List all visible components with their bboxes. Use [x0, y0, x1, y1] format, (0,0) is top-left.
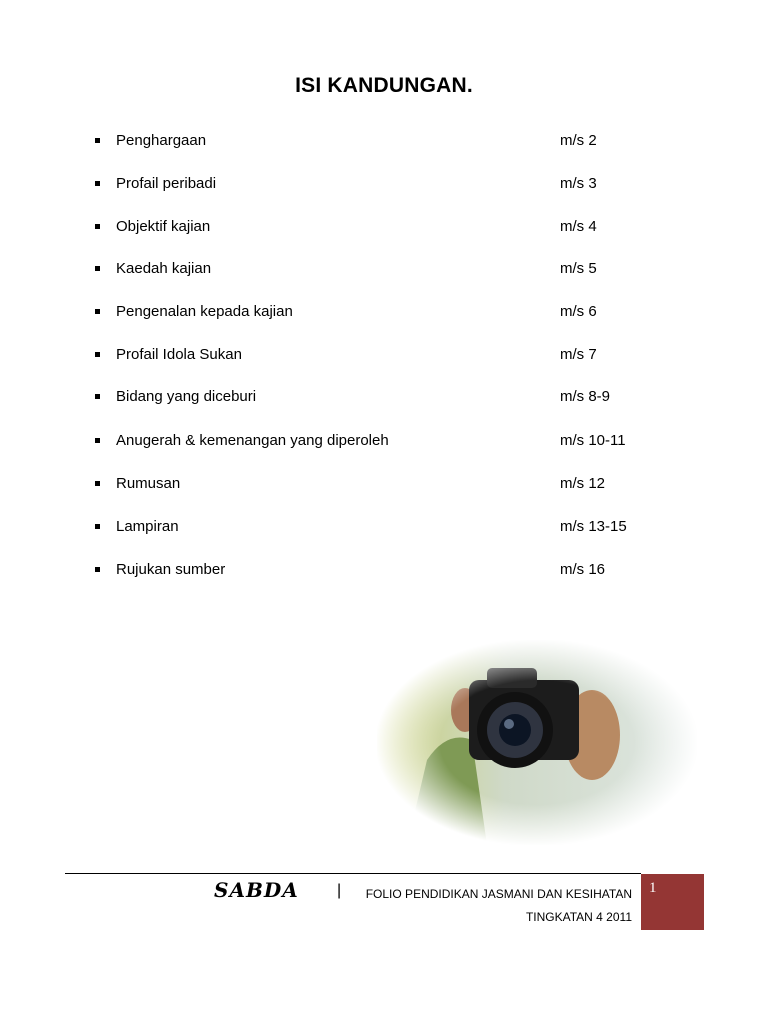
toc-page: m/s 4 — [560, 218, 597, 235]
bullet-icon — [95, 524, 100, 529]
toc-page: m/s 7 — [560, 346, 597, 363]
bullet-icon — [95, 266, 100, 271]
bullet-icon — [95, 352, 100, 357]
toc-row — [0, 258, 768, 282]
toc-label: Kaedah kajian — [116, 260, 212, 277]
toc-label: Pengenalan kepada kajian — [116, 303, 293, 320]
toc-row — [0, 559, 768, 583]
bullet-icon — [95, 438, 100, 443]
toc-row — [0, 301, 768, 325]
toc-page: m/s 12 — [560, 475, 606, 492]
toc-page: m/s 6 — [560, 303, 597, 320]
bullet-icon — [95, 138, 100, 143]
footer-separator: | — [337, 882, 342, 899]
bullet-icon — [95, 567, 100, 572]
toc-label: Anugerah & kemenangan yang diperoleh — [116, 432, 389, 449]
camera-photo — [377, 640, 697, 845]
toc-page: m/s 5 — [560, 260, 597, 277]
toc-row — [0, 173, 768, 197]
page-number-box — [641, 874, 704, 930]
toc-label: Bidang yang diceburi — [116, 388, 257, 405]
bullet-icon — [95, 481, 100, 486]
toc-page: m/s 8-9 — [560, 388, 611, 405]
bullet-icon — [95, 181, 100, 186]
bullet-icon — [95, 309, 100, 314]
toc-label: Rumusan — [116, 475, 181, 492]
toc-row — [0, 216, 768, 240]
toc-label: Lampiran — [116, 518, 179, 535]
toc-label: Profail Idola Sukan — [116, 346, 242, 363]
footer-grade: TINGKATAN 4 2011 — [525, 910, 632, 924]
bullet-icon — [95, 224, 100, 229]
toc-page: m/s 16 — [560, 561, 606, 578]
toc-row — [0, 430, 768, 454]
toc-label: Profail peribadi — [116, 175, 217, 192]
camera-photo-icon — [377, 640, 697, 845]
footer-divider — [65, 873, 641, 874]
toc-row — [0, 473, 768, 497]
toc-page: m/s 3 — [560, 175, 597, 192]
toc-page: m/s 13-15 — [560, 518, 627, 535]
footer-subject: FOLIO PENDIDIKAN JASMANI DAN KESIHATAN — [365, 887, 632, 901]
toc-page: m/s 10-11 — [560, 432, 626, 449]
toc-label: Rujukan sumber — [116, 561, 226, 578]
toc-page: m/s 2 — [560, 132, 597, 149]
toc-row — [0, 130, 768, 154]
page-title: ISI KANDUNGAN. — [295, 74, 473, 97]
toc-row — [0, 344, 768, 368]
toc-row — [0, 386, 768, 410]
toc-row — [0, 516, 768, 540]
bullet-icon — [95, 394, 100, 399]
toc-label: Objektif kajian — [116, 218, 211, 235]
page-number: 1 — [649, 880, 657, 896]
toc-label: Penghargaan — [116, 132, 207, 149]
footer-logo: SABDA — [214, 878, 299, 902]
